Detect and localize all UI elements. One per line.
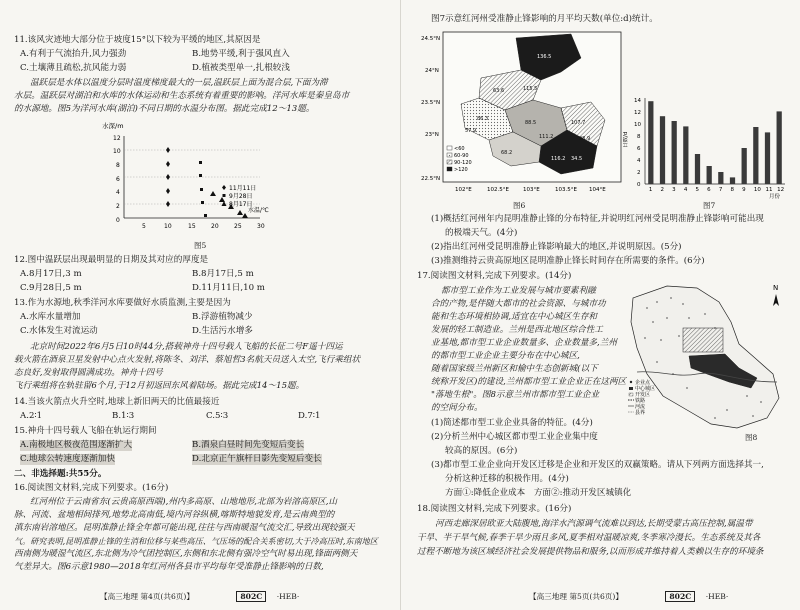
q13-option-d: D.生活污水增多 — [192, 326, 253, 336]
fig7-bar — [695, 154, 700, 184]
q17-sub-2b: 较高的原因。(6分) — [445, 446, 518, 456]
figure-6-map — [421, 28, 626, 198]
q15-option-a: A.南极地区极夜范围逐渐扩大 — [20, 440, 133, 450]
passage-shenzhou-1: 北京时间2022年6月5日10时44分,搭载神舟十四号载人飞船的长征二号F遥十四运 — [30, 342, 343, 352]
q17-sub-2: (2)分析兰州中心城区都市型工业企业集中度 — [431, 432, 598, 442]
fig7-ytick: 4 — [637, 158, 641, 164]
q16-sub-2: (2)指出红河州受昆明准静止锋影响最大的地区,并说明原因。(5分) — [431, 242, 682, 252]
q11-option-d: D.植被类型单一,扎根较浅 — [192, 63, 290, 73]
fig7-intro: 图7示意红河州受准静止锋影响的月平均天数(单位:d)统计。 — [431, 14, 658, 24]
q17-text-7: 随着国家级兰州新区和榆中生态创新城(以下 — [431, 364, 598, 374]
q17-stem: 17.阅读图文材料,完成下列要求。(14分) — [417, 271, 572, 281]
fig7-xtick: 10 — [753, 187, 761, 193]
q17-text-8: 统称开发区)的建设,兰州都市型工业企业正在这两区 — [431, 377, 627, 387]
q14-option-c: C.5∶3 — [206, 411, 229, 421]
fig5-legend-sep28: 9月28日 — [229, 193, 253, 200]
fig6-lon: 104°E — [589, 187, 606, 193]
q16-text-6: 气差异大。图6示意1980—2018年红河州各县市平均每年受准静止锋影响的日数, — [14, 562, 324, 572]
fig7-bar — [730, 177, 735, 184]
q17-text-6: 的都市型工业企业主要分布在中心城区, — [431, 351, 580, 361]
fig6-lon: 103°E — [523, 187, 540, 193]
fig6-value: 136.5 — [537, 54, 552, 60]
q15-option-b: B.酒泉白昼时间先变短后变长 — [192, 440, 305, 450]
q15-stem: 15.神舟十四号载人飞船在轨运行期间 — [14, 426, 157, 436]
fig7-xtick: 1 — [648, 187, 653, 193]
fig7-bar — [707, 166, 712, 184]
q11-option-b: B.地势平缓,利于强风直入 — [192, 49, 290, 59]
footer-page: 第5页(共6页)】 — [569, 592, 623, 601]
fig7-ytick: 2 — [637, 170, 641, 176]
fig6-value: 86.3 — [477, 116, 489, 122]
fig7-caption: 图7 — [703, 201, 716, 210]
passage-thermocline-3: 的水源地。图5为洋河水库(湖泊)不同日期的水温分布图。据此完成12～13题。 — [14, 104, 315, 114]
q16-text-4: 气。研究表明,昆明准静止锋的生消和位移与某些高压、气压场的配合关系密切,大于冷高压时,东南地区 — [14, 536, 378, 546]
fig8-legend: 中心城区 — [635, 386, 656, 392]
fig5-xtick: 5 — [142, 223, 146, 230]
q17-text-5: 业基地,都市型工业企业数量多、企业数量多,兰州 — [431, 338, 617, 348]
fig7-bar — [718, 172, 723, 184]
q17-sub-1: (1)简述都市型工业企业具备的特征。(4分) — [431, 418, 593, 428]
fig6-lat: 24.5°N — [421, 36, 441, 42]
footer-left — [100, 592, 299, 602]
page-5 — [400, 0, 800, 610]
q18-stem: 18.阅读图文材料,完成下列要求。(16分) — [417, 504, 572, 514]
fig7-bar — [683, 126, 688, 184]
fig5-ytick: 6 — [116, 176, 120, 183]
fig7-ylabel: 日数/d — [623, 131, 629, 148]
fig6-lon: 103.5°E — [555, 187, 577, 193]
fig8-legend: 开发区 — [635, 392, 651, 398]
fig7-ytick: 6 — [637, 146, 641, 152]
fig7-xtick: 9 — [742, 187, 746, 193]
fig6-value: 111.2 — [539, 134, 554, 140]
fig8-legend: 企业点 — [635, 380, 651, 386]
footer-series: ·HEB· — [276, 592, 300, 601]
q16-sub-1b: 的极端天气。(4分) — [445, 228, 518, 238]
q12-option-c: C.9月28日,5 m — [20, 283, 82, 293]
q12-stem: 12.图中温跃层出现最明显的日期及其对应的厚度是 — [14, 255, 209, 265]
fig5-xtick: 20 — [211, 223, 219, 230]
north-arrow-icon — [773, 294, 779, 306]
q17-text-10: 的空间分布。 — [431, 403, 483, 413]
q12-option-d: D.11月11日,10 m — [192, 283, 265, 293]
q14-stem: 14.当该火箭点火升空时,地球上新旧两天的比值最接近 — [14, 397, 220, 407]
q11-stem: 11.该风灾迹地大部分位于坡度15°以下较为平缓的地区,其原因是 — [14, 35, 261, 45]
fig7-bar — [660, 116, 665, 184]
q18-text-2: 干旱、半干旱气候,春季干旱少雨且多风,夏季相对温暖凉爽,冬季寒冷漫长。生态系统及其各 — [417, 533, 761, 543]
fig5-xtick: 10 — [164, 223, 172, 230]
fig5-caption: 图5 — [194, 241, 207, 250]
q11-option-a: A.有利于气流抬升,风力强劲 — [20, 49, 127, 59]
q12-option-a: A.8月17日,3 m — [20, 269, 82, 279]
fig6-lon: 102°E — [455, 187, 472, 193]
footer-code: 802C — [236, 591, 266, 602]
fig7-ytick: 14 — [634, 98, 641, 104]
q14-option-d: D.7∶1 — [298, 411, 321, 421]
q17-text-9: "落地生根"。图8示意兰州市都市型工业企业 — [431, 390, 600, 400]
section-2-heading: 二、非选择题:共55分。 — [14, 469, 107, 479]
fig6-value: 34.5 — [571, 156, 583, 162]
q16-stem: 16.阅读图文材料,完成下列要求。(16分) — [14, 483, 169, 493]
fig7-ytick: 0 — [637, 182, 641, 188]
fig6-caption: 图6 — [513, 201, 526, 210]
fig7-xtick: 5 — [695, 187, 699, 193]
fig5-xlabel: 水温/℃ — [248, 207, 269, 214]
fig5-ytick: 10 — [113, 148, 121, 155]
q15-option-d: D.北京正午旗杆日影先变短后变长 — [192, 454, 322, 464]
fig6-lat: 23.5°N — [421, 100, 441, 106]
north-arrow-label: N — [773, 284, 779, 292]
footer-code: 802C — [665, 591, 695, 602]
fig7-bar — [742, 148, 747, 184]
series-sep28 — [199, 161, 207, 217]
q13-option-c: C.水体发生对流运动 — [20, 326, 98, 336]
fig7-xtick: 7 — [718, 187, 723, 193]
fig5-xtick: 15 — [188, 223, 196, 230]
footer-page: 第4页(共6页)】 — [140, 592, 194, 601]
q17-sub-3c: 方面①:降低企业成本 方面②:推动开发区城镇化 — [445, 488, 632, 498]
fig7-ytick: 12 — [634, 110, 641, 116]
fig6-legend: 60-90 — [454, 153, 469, 159]
q17-sub-3: (3)都市型工业企业向开发区迁移是企业和开发区的双赢策略。请从下列两方面选择其一, — [431, 460, 764, 470]
fig5-legend-aug17: 8月17日 — [229, 201, 253, 208]
q16-text-5: 西南侧为暖湿气流区,东北侧为冷气团控制区,东侧和东北侧有强冷空气时易出现,锋面两侧天 — [14, 549, 358, 559]
footer-subject: 【高三地理 — [100, 592, 138, 601]
fig7-bar — [777, 111, 782, 184]
series-nov11 — [166, 147, 170, 207]
fig5-ytick: 12 — [113, 135, 121, 142]
fig6-value: 88.5 — [525, 120, 537, 126]
passage-shenzhou-2: 载火箭在酒泉卫星发射中心点火发射,将陈冬、刘洋、蔡旭哲3名航天员送入太空,飞行乘组状 — [14, 355, 361, 365]
fig7-xtick: 4 — [683, 187, 688, 193]
fig8-legend: 铁路 — [635, 398, 646, 404]
fig7-bar — [765, 132, 770, 184]
fig7-xtick: 2 — [660, 187, 664, 193]
q11-option-c: C.土壤薄且疏松,抗风能力弱 — [20, 63, 127, 73]
fig6-lat: 24°N — [425, 68, 439, 74]
fig6-lon: 102.5°E — [487, 187, 509, 193]
figure-8-lanzhou-map — [627, 278, 793, 436]
fig7-ytick: 8 — [637, 134, 641, 140]
fig7-xtick: 12 — [777, 187, 785, 193]
q17-sub-3b: 分析这种迁移的积极作用。(4分) — [445, 474, 569, 484]
q12-option-b: B.8月17日,5 m — [192, 269, 254, 279]
footer-series: ·HEB· — [705, 592, 729, 601]
q15-option-c: C.地球公转速度逐渐加快 — [20, 454, 115, 464]
fig6-value: 107.7 — [571, 120, 586, 126]
q17-text-3: 能和生态环境相协调,适宜在中心城区生存和 — [431, 312, 598, 322]
fig5-ylabel: 水深/m — [102, 122, 124, 130]
q17-text-4: 发展的轻工制造业。兰州是西北地区综合性工 — [431, 325, 603, 335]
q13-stem: 13.作为水源地,秋季洋河水库要做好水质监测,主要是因为 — [14, 298, 231, 308]
fig5-ytick: 8 — [116, 162, 120, 169]
fig6-value: 116.2 — [551, 156, 566, 162]
fig6-lat: 22.5°N — [421, 176, 441, 182]
fig8-legend: 河流 — [635, 404, 646, 410]
fig6-legend: >120 — [454, 167, 468, 173]
fig7-bar — [672, 121, 677, 184]
fig8-development-zone — [683, 328, 723, 352]
figure-5-water-temperature — [100, 118, 290, 240]
passage-shenzhou-3: 态良好,发射取得圆满成功。神舟十四号 — [14, 368, 163, 378]
fig5-ytick: 0 — [116, 217, 120, 224]
fig8-legend: 县界 — [635, 410, 646, 416]
q16-text-1: 红河州位于云南省东(云贵高原西端),州内多高原、山地地形,北部为岩溶高原区,山 — [30, 497, 338, 507]
fig5-ytick: 4 — [116, 189, 120, 196]
q14-option-a: A.2∶1 — [20, 411, 43, 421]
q13-option-b: B.浮游植物减少 — [192, 312, 253, 322]
fig6-legend: 90-120 — [454, 160, 472, 166]
fig8-caption: 图8 — [745, 433, 758, 442]
passage-thermocline-1: 温跃层是水体以温度分层时温度梯度最大的一层,温跃层上面为混合层,下面为滞 — [30, 78, 328, 88]
q17-text-2: 合的产物,是伴随大都市的社会资源、与城市功 — [431, 299, 606, 309]
fig6-value: 68.2 — [501, 150, 513, 156]
q16-text-2: 脉、河流、盆地相间排列,地势北高南低,境内河谷纵横,喀斯特地貌发育,是云南典型的 — [14, 510, 335, 520]
fig6-lat: 23°N — [425, 132, 439, 138]
q13-option-a: A.水库水量增加 — [20, 312, 81, 322]
fig6-value: 57.9 — [465, 128, 477, 134]
fig5-xtick: 30 — [257, 223, 265, 230]
footer-subject: 【高三地理 — [529, 592, 567, 601]
q16-text-3: 滇东南岩溶地区。昆明准静止锋全年都可能出现,往往与西南暖湿气流交汇,导致出现较强天 — [14, 523, 355, 533]
q17-text-1: 都市型工业作为工业发展与城市要素利融 — [441, 286, 596, 296]
fig6-value: 98.9 — [579, 136, 591, 142]
fig7-ytick: 10 — [634, 122, 641, 128]
q18-text-1: 河西走廊深居欧亚大陆腹地,海洋水汽源调气流难以到达,长期受蒙古高压控制,属温带 — [435, 519, 753, 529]
footer-right — [529, 592, 728, 602]
fig5-ytick: 2 — [116, 203, 120, 210]
fig7-xtick: 8 — [730, 187, 734, 193]
q16-sub-1: (1)概括红河州年内昆明准静止锋的分布特征,并说明红河州受昆明准静止锋影响可能出现 — [431, 214, 764, 224]
passage-thermocline-2: 水层。温跃层对湖泊和水库的水体运动和生态系统有着重要的影响。洋河水库是秦皇岛市 — [14, 91, 350, 101]
fig7-xlabel: 月份 — [769, 194, 781, 200]
fig6-value: 115.5 — [523, 86, 538, 92]
fig7-xtick: 6 — [707, 187, 711, 193]
fig6-value: 63.6 — [493, 88, 505, 94]
q18-text-3: 过程不断地为该区域经济社会发展提供物品和服务,以而形成并维持着人类赖以生存的环境条 — [417, 547, 764, 557]
q14-option-b: B.1∶3 — [112, 411, 135, 421]
fig7-bar — [648, 101, 653, 184]
fig7-xtick: 11 — [765, 187, 773, 193]
passage-shenzhou-4: 飞行乘组将在轨驻留6个月,于12月初返回东风着陆场。据此完成14～15题。 — [14, 381, 305, 391]
fig6-legend: <60 — [454, 146, 465, 152]
figure-7-bar-chart — [623, 94, 789, 200]
fig5-legend-nov11: 11月11日 — [229, 185, 257, 192]
q16-sub-3: (3)推测维持云贵高原地区昆明准静止锋长时间存在所需要的条件。(6分) — [431, 256, 705, 266]
fig7-bar — [753, 127, 758, 184]
fig7-xtick: 3 — [672, 187, 676, 193]
fig5-xtick: 25 — [234, 223, 242, 230]
